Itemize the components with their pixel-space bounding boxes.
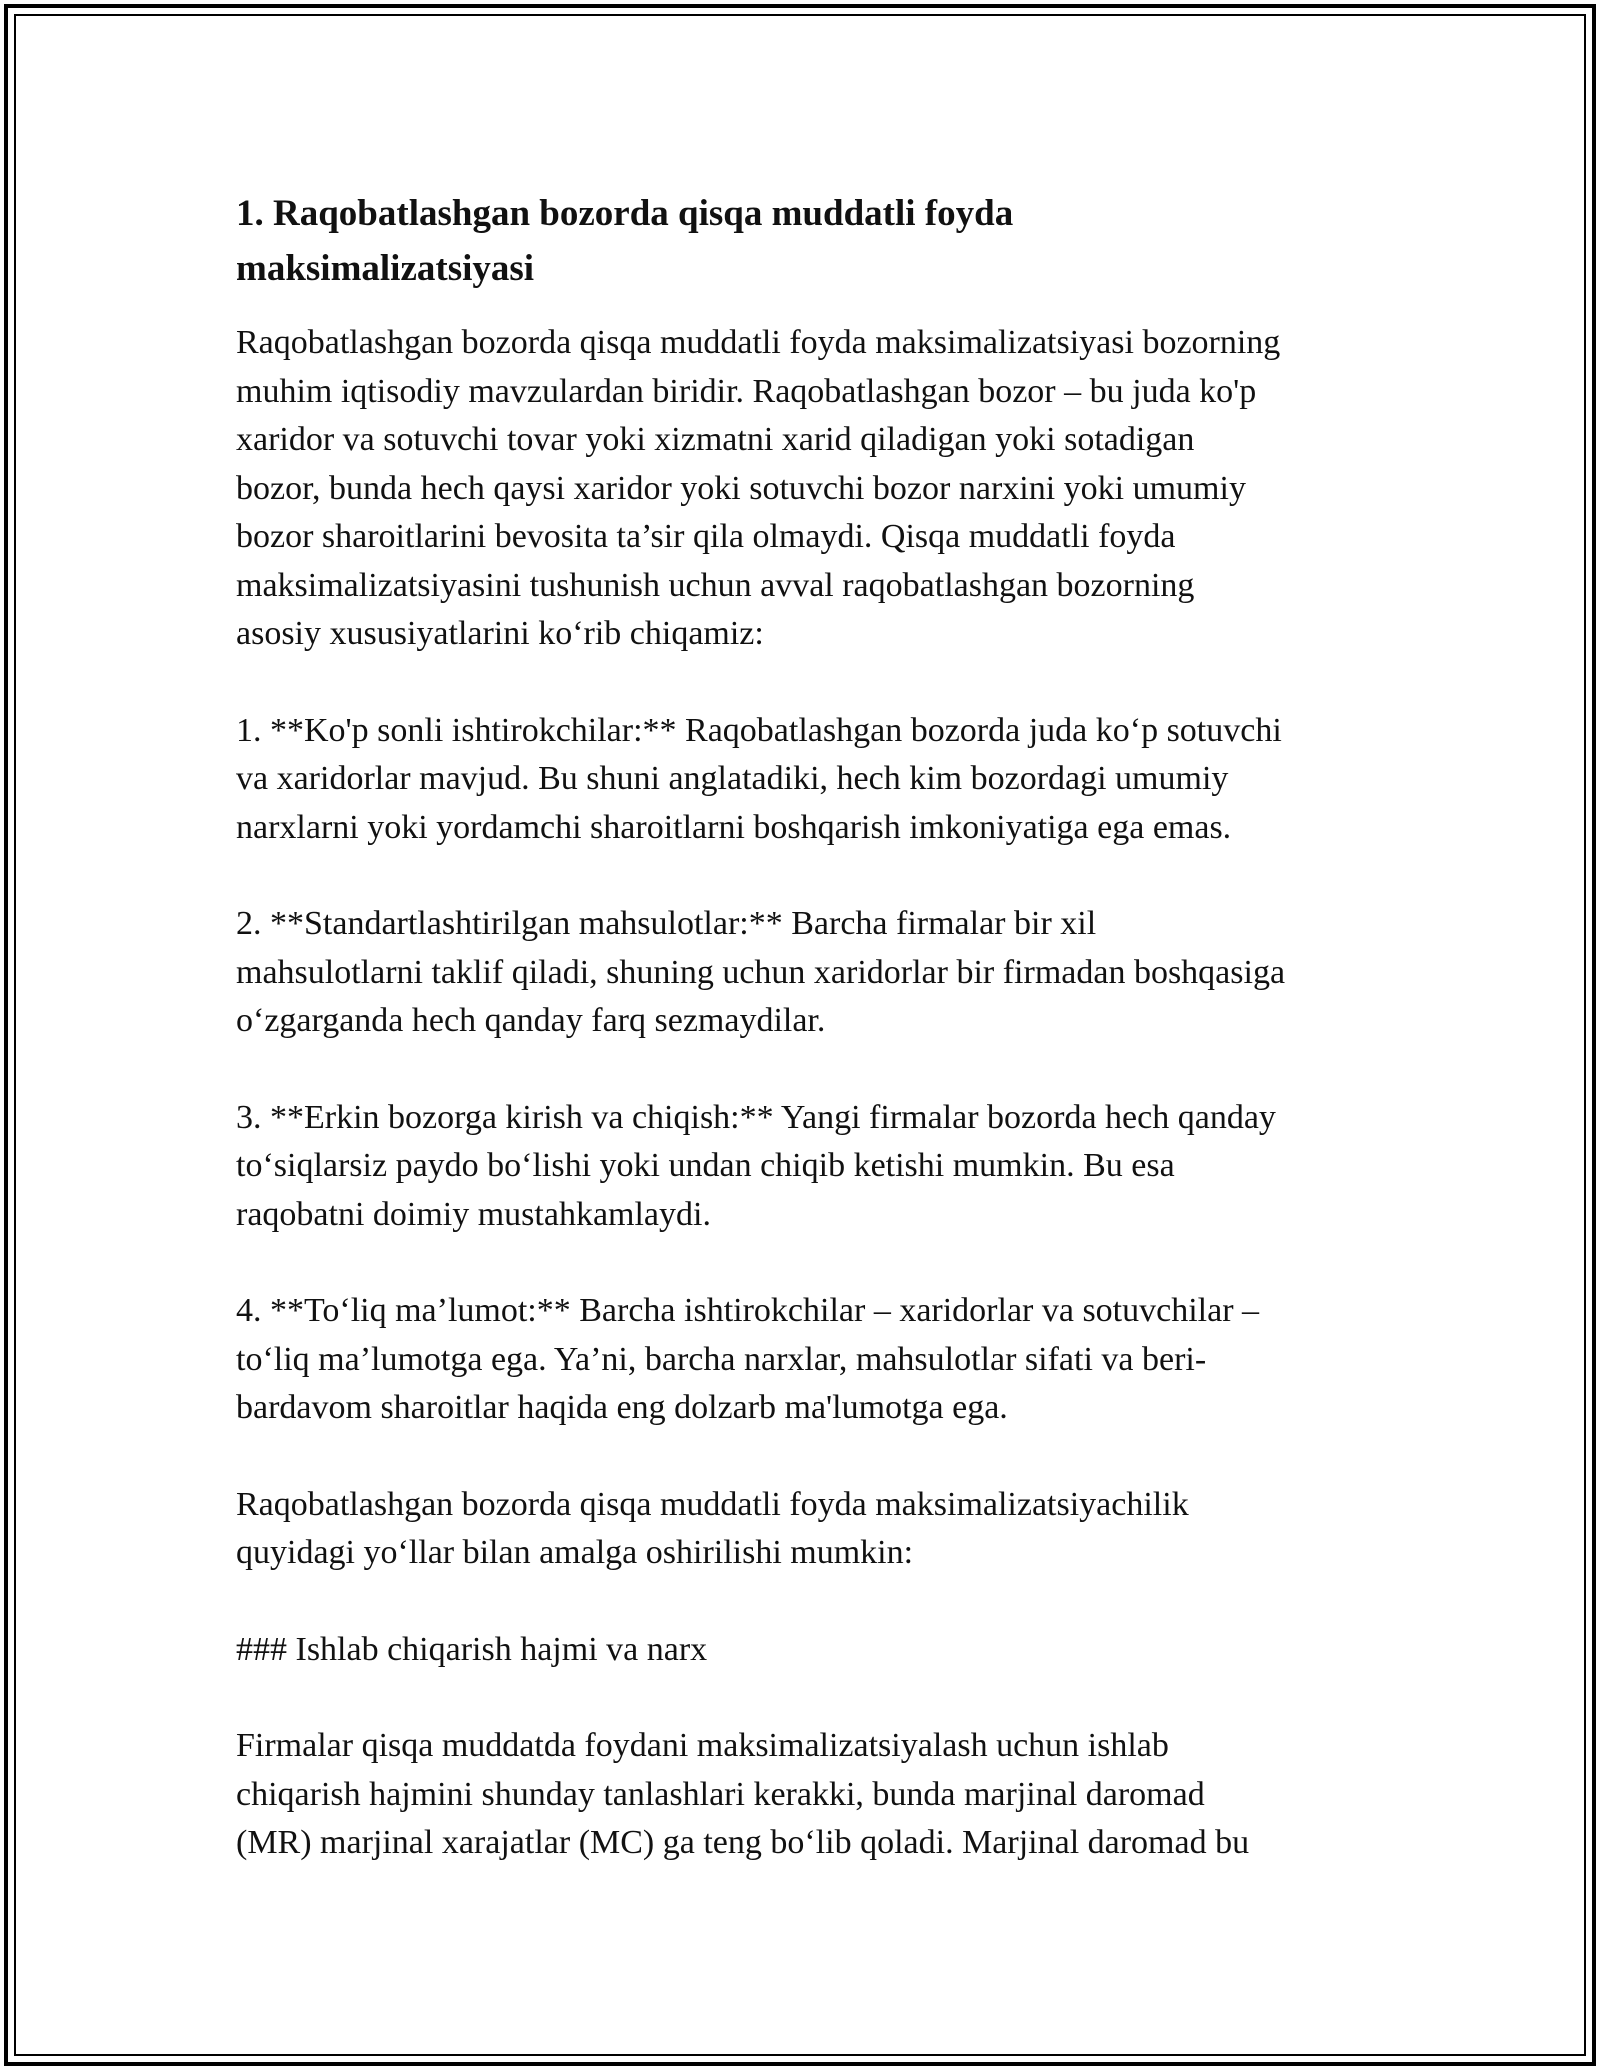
intro-paragraph: Raqobatlashgan bozorda qisqa muddatli foyda maksimalizatsiyasi bozorning muhim iqtisodiy mavzulardan biridir. Raqobatlashgan bozor – bu juda ko'p xaridor va sotuvchi tovar yoki xizmatni xarid qiladigan yoki sotadigan bozor, bunda hech qaysi xaridor yoki sotuvchi bozor narxini yoki umumiy bozor sharoitlarini bevosita ta’sir qila olmaydi. Qisqa muddatli foyda maksimalizatsiyasini tushunish uchun avval raqobatlashgan bozorning asosiy xususiyatlarini ko‘rib chiqamiz:	[236, 324, 1281, 652]
production-paragraph: Firmalar qisqa muddatda foydani maksimalizatsiyalash uchun ishlab chiqarish hajmini shunday tanlashlari kerakki, bunda marjinal daromad (MR) marjinal xarajatlar (MC) ga teng bo‘lib qoladi. Marjinal daromad bu	[236, 1727, 1250, 1861]
subheading-production-price: ### Ishlab chiqarish hajmi va narx	[236, 1630, 708, 1668]
section-heading: 1. Raqobatlashgan bozorda qisqa muddatli foyda maksimalizatsiyasi	[236, 193, 1014, 289]
transition-paragraph: Raqobatlashgan bozorda qisqa muddatli foyda maksimalizatsiyachilik quyidagi yo‘llar bilan amalga oshirilishi mumkin:	[236, 1485, 1189, 1571]
list-item-participants: 1. **Ko'p sonli ishtirokchilar:** Raqobatlashgan bozorda juda ko‘p sotuvchi va xaridorlar mavjud. Bu shuni anglatadiki, hech kim bozordagi umumiy narxlarni yoki yordamchi sharoitlarni boshqarish imkoniyatiga ega emas.	[236, 711, 1282, 846]
list-item-standardized-products: 2. **Standartlashtirilgan mahsulotlar:** Barcha firmalar bir xil mahsulotlarni taklif qiladi, shuning uchun xaridorlar bir firmadan boshqasiga o‘zgarganda hech qanday farq sezmaydilar.	[236, 905, 1286, 1039]
list-item-full-information: 4. **To‘liq ma’lumot:** Barcha ishtirokchilar – xaridorlar va sotuvchilar – to‘liq ma’lumotga ega. Ya’ni, barcha narxlar, mahsulotlar sifati va beri- bardavom sharoitlar haqida eng dolzarb ma'lumotga ega.	[236, 1292, 1260, 1426]
document-body	[236, 186, 1376, 1868]
list-item-free-entry-exit: 3. **Erkin bozorga kirish va chiqish:** Yangi firmalar bozorda hech qanday to‘siqlarsiz paydo bo‘lishi yoki undan chiqib ketishi mumkin. Bu esa raqobatni doimiy mustahkamlaydi.	[236, 1098, 1276, 1233]
